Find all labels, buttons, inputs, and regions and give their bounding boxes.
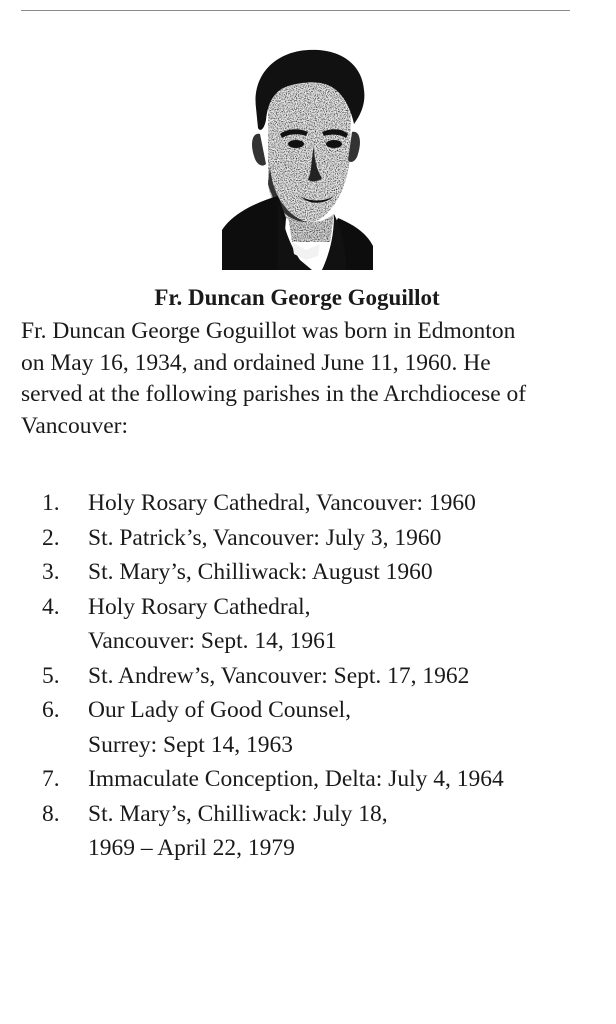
list-item-text-continued: Surrey: Sept 14, 1963	[88, 731, 293, 758]
list-item	[21, 693, 596, 762]
bio-line: served at the following parishes in the Archdiocese of	[21, 381, 527, 407]
top-divider	[21, 10, 570, 11]
list-item	[21, 762, 596, 797]
priest-name-heading: Fr. Duncan George Goguillot	[154, 285, 440, 310]
bio-line: Fr. Duncan George Goguillot was born in Edmonton	[21, 318, 516, 344]
list-item-text: St. Mary’s, Chilliwack: July 18,	[88, 800, 388, 827]
list-item-number: 2.	[42, 524, 60, 551]
list-item-number: 6.	[42, 697, 60, 723]
list-item	[21, 521, 596, 556]
list-item	[21, 590, 596, 659]
list-item-number: 4.	[42, 593, 60, 620]
bio-line: on May 16, 1934, and ordained June 11, 1960. He	[21, 349, 491, 376]
list-item-text: Our Lady of Good Counsel,	[88, 697, 352, 723]
list-item-number: 7.	[42, 766, 60, 792]
list-item-text-continued: Vancouver: Sept. 14, 1961	[88, 628, 337, 654]
list-item-text: Holy Rosary Cathedral,	[88, 593, 311, 620]
list-item-text: Holy Rosary Cathedral, Vancouver: 1960	[88, 490, 476, 516]
list-item	[21, 659, 596, 694]
biography-paragraph	[21, 316, 581, 442]
list-item-text: Immaculate Conception, Delta: July 4, 1964	[88, 766, 504, 792]
list-item	[21, 797, 596, 866]
list-item	[21, 555, 596, 590]
list-item-number: 3.	[42, 559, 60, 585]
list-item-number: 5.	[42, 662, 60, 689]
parish-list	[21, 486, 596, 866]
priest-portrait	[222, 46, 373, 270]
list-item-text-continued: 1969 – April 22, 1979	[88, 835, 295, 861]
list-item-number: 8.	[42, 800, 60, 827]
list-item	[21, 486, 596, 521]
priest-portrait-photo	[222, 46, 373, 270]
list-item-text: St. Mary’s, Chilliwack: August 1960	[88, 559, 433, 585]
list-item-number: 1.	[42, 490, 60, 516]
list-item-text: St. Patrick’s, Vancouver: July 3, 1960	[88, 524, 442, 551]
bio-line: Vancouver:	[21, 412, 129, 439]
list-item-text: St. Andrew’s, Vancouver: Sept. 17, 1962	[88, 662, 470, 689]
